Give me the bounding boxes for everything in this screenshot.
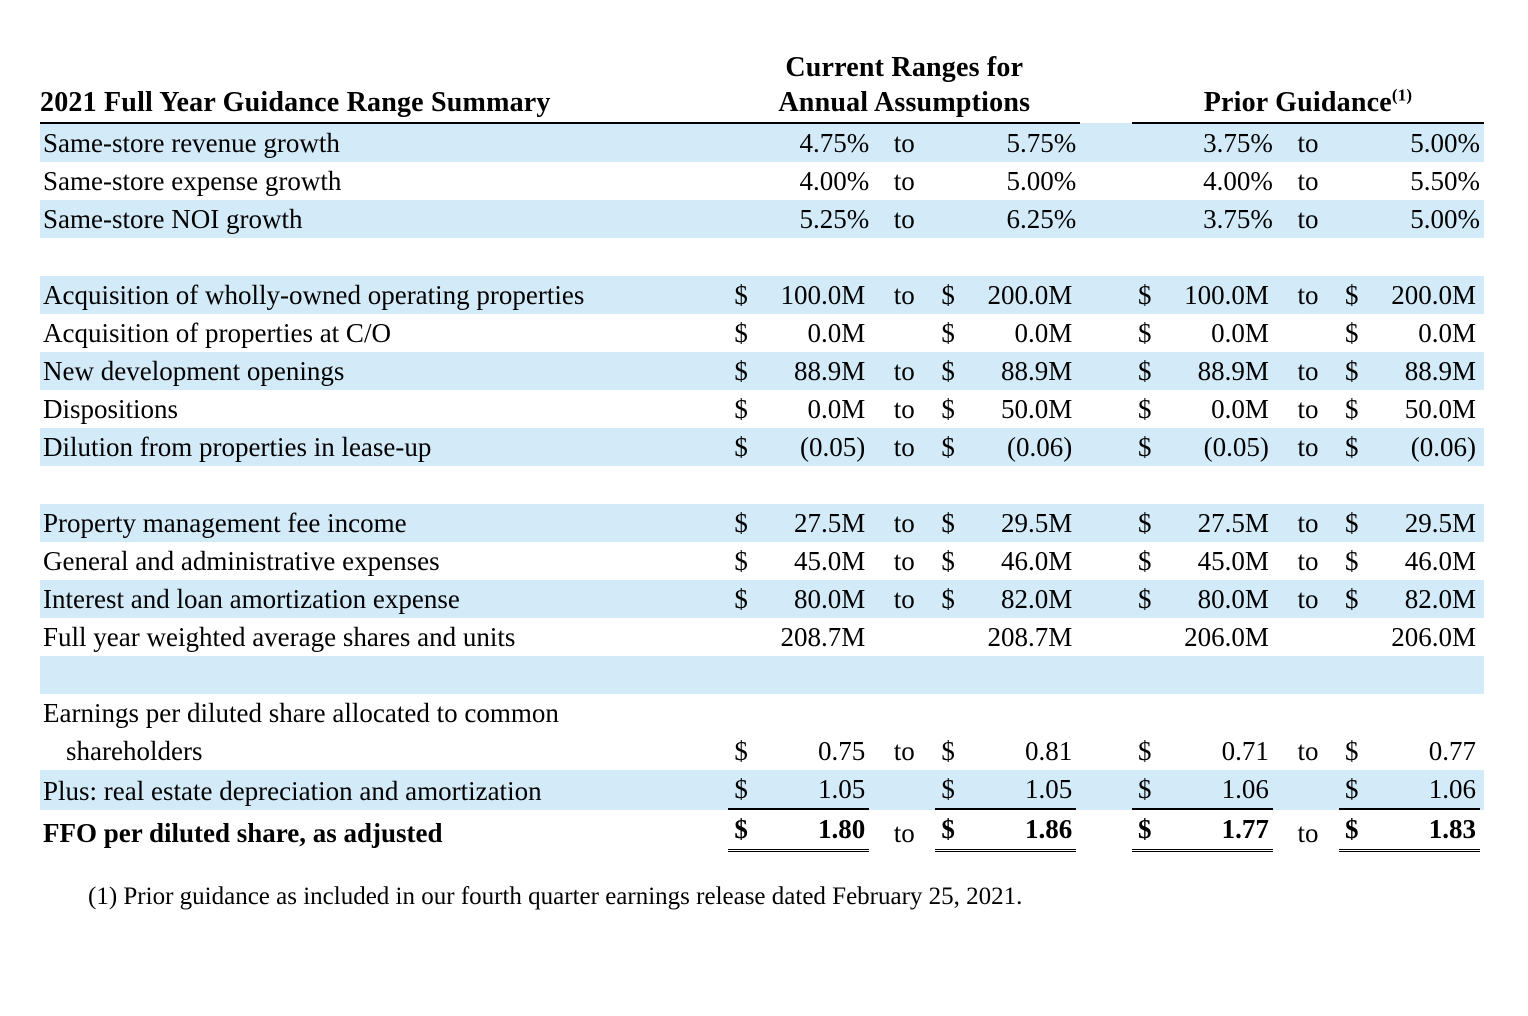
currency-symbol: $ — [1138, 394, 1152, 424]
current-high-value — [935, 732, 1080, 770]
header-row-main — [40, 84, 1484, 123]
currency-symbol: $ — [1138, 432, 1152, 462]
prior-high-value: 5.00% — [1339, 200, 1484, 238]
currency-symbol: $ — [734, 356, 748, 386]
prior-connector: to — [1277, 200, 1339, 238]
prior-high-value — [1339, 352, 1484, 390]
figure: 1.86 — [1025, 814, 1073, 844]
header-spacer-mid — [1080, 52, 1132, 84]
prior-low-value — [1132, 542, 1277, 580]
prior-low-value — [1132, 810, 1277, 852]
column-gap — [1080, 428, 1132, 466]
table-row — [40, 504, 1484, 542]
column-gap — [1080, 390, 1132, 428]
figure: 208.7M — [987, 622, 1073, 652]
column-gap — [1080, 504, 1132, 542]
current-high-value — [935, 618, 1080, 656]
table-row — [40, 580, 1484, 618]
currency-symbol: $ — [941, 432, 955, 462]
current-high-value: 6.25% — [935, 200, 1080, 238]
row-label-continuation: shareholders — [66, 736, 203, 766]
current-low-value — [728, 580, 873, 618]
prior-connector: to — [1277, 123, 1339, 162]
eps-low-empty — [728, 694, 873, 732]
prior-low-value — [1132, 580, 1277, 618]
table-row — [40, 732, 1484, 770]
current-high-value — [935, 390, 1080, 428]
eps-high-empty — [935, 694, 1080, 732]
current-high-value — [935, 542, 1080, 580]
figure: 50.0M — [1404, 394, 1476, 424]
current-low-value — [728, 770, 873, 810]
current-low-value — [728, 542, 873, 580]
prior-low-value — [1132, 618, 1277, 656]
current-connector — [873, 314, 935, 352]
currency-symbol: $ — [1345, 432, 1359, 462]
prior-high-value: 5.00% — [1339, 123, 1484, 162]
currency-symbol: $ — [941, 546, 955, 576]
column-gap — [1080, 352, 1132, 390]
current-low-value — [728, 352, 873, 390]
figure: 1.06 — [1221, 774, 1269, 804]
currency-symbol: $ — [1345, 394, 1359, 424]
figure: 45.0M — [1197, 546, 1269, 576]
current-low-value — [728, 314, 873, 352]
figure: 80.0M — [793, 584, 866, 614]
guidance-summary-table — [40, 52, 1484, 852]
current-low-value — [728, 428, 873, 466]
prior-low-value — [1132, 504, 1277, 542]
row-label: Acquisition of properties at C/O — [43, 318, 391, 348]
prior-low-value: 3.75% — [1132, 123, 1277, 162]
current-connector: to — [893, 394, 915, 424]
row-label: Plus: real estate depreciation and amortization — [40, 770, 728, 810]
currency-symbol: $ — [941, 318, 955, 348]
figure: 29.5M — [1000, 508, 1073, 538]
figure: 0.0M — [1211, 394, 1269, 424]
column-gap — [1080, 162, 1132, 200]
current-connector: to — [873, 200, 935, 238]
current-high-value — [935, 352, 1080, 390]
currency-symbol: $ — [1345, 318, 1359, 348]
table-row-total — [40, 810, 1484, 852]
current-low-value: 4.75% — [728, 123, 873, 162]
figure: (0.05) — [800, 432, 866, 462]
row-label: Earnings per diluted share allocated to common — [43, 698, 559, 728]
prior-connector — [1277, 770, 1339, 810]
current-ranges-line2: Annual Assumptions — [728, 84, 1080, 123]
currency-symbol: $ — [1345, 736, 1359, 766]
prior-low-value — [1132, 732, 1277, 770]
table-row — [40, 314, 1484, 352]
currency-symbol: $ — [941, 814, 955, 844]
figure: 0.0M — [1418, 318, 1476, 348]
figure: (0.05) — [1203, 432, 1269, 462]
figure: 0.71 — [1221, 736, 1269, 766]
table-row — [40, 276, 1484, 314]
prior-low-value — [1132, 428, 1277, 466]
prior-high-value — [1339, 504, 1484, 542]
current-connector: to — [893, 546, 915, 576]
currency-symbol: $ — [941, 736, 955, 766]
figure: 45.0M — [793, 546, 866, 576]
figure: 0.77 — [1428, 736, 1476, 766]
figure: 1.05 — [818, 774, 866, 804]
header-gap-cell — [1080, 84, 1132, 123]
column-gap — [1080, 732, 1132, 770]
column-gap — [1080, 276, 1132, 314]
table-row — [40, 123, 1484, 162]
column-gap — [1080, 580, 1132, 618]
figure: 50.0M — [1000, 394, 1073, 424]
prior-low-value — [1132, 314, 1277, 352]
prior-connector — [1277, 618, 1339, 656]
figure: 1.80 — [818, 814, 866, 844]
current-high-value — [935, 314, 1080, 352]
figure: 27.5M — [1197, 508, 1269, 538]
prior-low-value — [1132, 770, 1277, 810]
current-high-value — [935, 580, 1080, 618]
prior-low-value: 4.00% — [1203, 166, 1273, 196]
current-connector: to — [893, 818, 915, 848]
eps-prior-high-empty — [1339, 694, 1484, 732]
currency-symbol: $ — [941, 508, 955, 538]
row-label: Full year weighted average shares and units — [43, 622, 516, 652]
table-row — [40, 162, 1484, 200]
prior-connector: to — [1277, 580, 1339, 618]
currency-symbol: $ — [734, 584, 748, 614]
prior-connector: to — [1277, 352, 1339, 390]
figure: 1.77 — [1221, 814, 1269, 844]
prior-high-value — [1339, 732, 1484, 770]
current-low-value — [728, 504, 873, 542]
currency-symbol: $ — [1138, 774, 1152, 804]
currency-symbol: $ — [1345, 280, 1359, 310]
table-row — [40, 618, 1484, 656]
current-high-value — [935, 504, 1080, 542]
current-connector: to — [893, 166, 915, 196]
figure: 82.0M — [1000, 584, 1073, 614]
currency-symbol: $ — [734, 394, 748, 424]
currency-symbol: $ — [734, 814, 748, 844]
current-low-value — [728, 732, 873, 770]
figure: 208.7M — [780, 622, 866, 652]
section-spacer — [40, 238, 1484, 276]
current-low-value — [728, 810, 873, 852]
table-row — [40, 352, 1484, 390]
currency-symbol: $ — [1138, 508, 1152, 538]
currency-symbol: $ — [941, 394, 955, 424]
current-connector: to — [873, 352, 935, 390]
currency-symbol: $ — [1345, 584, 1359, 614]
prior-high-value — [1339, 276, 1484, 314]
current-connector — [873, 770, 935, 810]
current-connector: to — [873, 580, 935, 618]
figure: 88.9M — [1000, 356, 1073, 386]
prior-low-value: 3.75% — [1132, 200, 1277, 238]
figure: 0.75 — [818, 736, 866, 766]
figure: 46.0M — [1404, 546, 1476, 576]
table-row — [40, 200, 1484, 238]
prior-high-value — [1339, 618, 1484, 656]
figure: 82.0M — [1404, 584, 1476, 614]
row-label: Interest and loan amortization expense — [40, 580, 728, 618]
section-spacer — [40, 466, 1484, 504]
figure: (0.06) — [1007, 432, 1073, 462]
prior-high-value — [1339, 770, 1484, 810]
prior-connector: to — [1277, 428, 1339, 466]
prior-connector: to — [1297, 394, 1319, 424]
current-connector: to — [873, 123, 935, 162]
current-high-value: 5.00% — [1006, 166, 1077, 196]
figure: 88.9M — [793, 356, 866, 386]
currency-symbol: $ — [734, 280, 748, 310]
currency-symbol: $ — [1345, 814, 1359, 844]
figure: 0.0M — [1211, 318, 1269, 348]
currency-symbol: $ — [1138, 356, 1152, 386]
currency-symbol: $ — [1138, 546, 1152, 576]
figure: 0.0M — [807, 394, 866, 424]
figure: 80.0M — [1197, 584, 1269, 614]
currency-symbol: $ — [734, 318, 748, 348]
currency-symbol: $ — [734, 432, 748, 462]
prior-low-value — [1132, 276, 1277, 314]
prior-high-value — [1339, 390, 1484, 428]
currency-symbol: $ — [1138, 584, 1152, 614]
prior-high-value — [1339, 314, 1484, 352]
figure: 29.5M — [1404, 508, 1476, 538]
figure: 100.0M — [780, 280, 866, 310]
prior-high-value — [1339, 810, 1484, 852]
row-label: Dispositions — [43, 394, 179, 424]
shaded-spacer-row — [40, 656, 1484, 694]
row-label: Same-store NOI growth — [40, 200, 728, 238]
header-spacer-left — [40, 52, 728, 84]
prior-connector: to — [1297, 166, 1319, 196]
current-low-value: 4.00% — [799, 166, 870, 196]
currency-symbol: $ — [941, 356, 955, 386]
row-label: Dilution from properties in lease-up — [40, 428, 728, 466]
figure: 100.0M — [1184, 280, 1269, 310]
prior-connector: to — [1277, 504, 1339, 542]
figure: 27.5M — [793, 508, 866, 538]
current-ranges-line1: Current Ranges for — [785, 52, 1024, 83]
eps-prior-connector-empty — [1277, 694, 1339, 732]
figure: 206.0M — [1184, 622, 1269, 652]
eps-prior-low-empty — [1132, 694, 1277, 732]
table-row — [40, 770, 1484, 810]
figure: 1.83 — [1428, 814, 1476, 844]
column-gap — [1080, 694, 1132, 732]
figure: 1.06 — [1428, 774, 1476, 804]
prior-low-value — [1132, 390, 1277, 428]
currency-symbol: $ — [1345, 546, 1359, 576]
prior-high-value — [1339, 580, 1484, 618]
figure: 88.9M — [1197, 356, 1269, 386]
figure: 206.0M — [1391, 622, 1476, 652]
table-row — [40, 542, 1484, 580]
currency-symbol: $ — [1138, 318, 1152, 348]
currency-symbol: $ — [941, 280, 955, 310]
currency-symbol: $ — [734, 508, 748, 538]
current-low-value — [728, 390, 873, 428]
table-row — [40, 428, 1484, 466]
row-label: New development openings — [40, 352, 728, 390]
row-label: Property management fee income — [40, 504, 728, 542]
row-label: General and administrative expenses — [43, 546, 440, 576]
figure: 200.0M — [1391, 280, 1476, 310]
current-connector: to — [873, 428, 935, 466]
prior-guidance-label: Prior Guidance — [1203, 87, 1392, 118]
currency-symbol: $ — [1345, 508, 1359, 538]
figure: 0.0M — [807, 318, 866, 348]
column-gap — [1080, 542, 1132, 580]
guidance-table-page — [0, 52, 1528, 1016]
table-row — [40, 390, 1484, 428]
row-label: Same-store revenue growth — [40, 123, 728, 162]
table-row-eps-line1 — [40, 694, 1484, 732]
figure: 46.0M — [1000, 546, 1073, 576]
current-high-value — [935, 810, 1080, 852]
current-connector: to — [873, 504, 935, 542]
current-low-value — [728, 276, 873, 314]
prior-connector: to — [1277, 276, 1339, 314]
figure: (0.06) — [1410, 432, 1476, 462]
eps-connector-empty — [873, 694, 935, 732]
prior-high-value: 5.50% — [1410, 166, 1480, 196]
column-gap — [1080, 314, 1132, 352]
prior-guidance-footnote-marker: (1) — [1391, 85, 1413, 105]
currency-symbol: $ — [1138, 814, 1152, 844]
current-low-value: 5.25% — [728, 200, 873, 238]
column-gap — [1080, 123, 1132, 162]
prior-high-value — [1339, 542, 1484, 580]
currency-symbol: $ — [1138, 736, 1152, 766]
figure: 200.0M — [987, 280, 1073, 310]
figure: 1.05 — [1025, 774, 1073, 804]
figure: 0.81 — [1025, 736, 1073, 766]
prior-connector: to — [1297, 546, 1319, 576]
current-connector: to — [893, 736, 915, 766]
current-low-value — [728, 618, 873, 656]
prior-connector — [1277, 314, 1339, 352]
currency-symbol: $ — [941, 584, 955, 614]
figure: 88.9M — [1404, 356, 1476, 386]
current-connector: to — [873, 276, 935, 314]
page-title: 2021 Full Year Guidance Range Summary — [40, 84, 728, 123]
prior-connector: to — [1297, 818, 1319, 848]
column-gap — [1080, 618, 1132, 656]
current-high-value — [935, 770, 1080, 810]
header-row-top — [40, 52, 1484, 84]
figure: 0.0M — [1014, 318, 1073, 348]
header-spacer-right — [1132, 52, 1484, 84]
currency-symbol: $ — [734, 546, 748, 576]
currency-symbol: $ — [734, 774, 748, 804]
current-high-value: 5.75% — [935, 123, 1080, 162]
prior-connector: to — [1297, 736, 1319, 766]
currency-symbol: $ — [1345, 356, 1359, 386]
footnote-text: (1) Prior guidance as included in our fourth quarter earnings release dated February 25, 2021. — [88, 883, 1023, 910]
column-gap — [1080, 770, 1132, 810]
column-gap — [1080, 810, 1132, 852]
prior-low-value — [1132, 352, 1277, 390]
currency-symbol: $ — [1138, 280, 1152, 310]
current-high-value — [935, 276, 1080, 314]
currency-symbol: $ — [941, 774, 955, 804]
row-label: FFO per diluted share, as adjusted — [43, 818, 443, 848]
row-label: Same-store expense growth — [43, 166, 342, 196]
column-gap — [1080, 200, 1132, 238]
currency-symbol: $ — [734, 736, 748, 766]
currency-symbol: $ — [1345, 774, 1359, 804]
row-label: Acquisition of wholly-owned operating properties — [40, 276, 728, 314]
prior-high-value — [1339, 428, 1484, 466]
current-high-value — [935, 428, 1080, 466]
current-connector — [873, 618, 935, 656]
prior-guidance-header — [1132, 84, 1484, 123]
